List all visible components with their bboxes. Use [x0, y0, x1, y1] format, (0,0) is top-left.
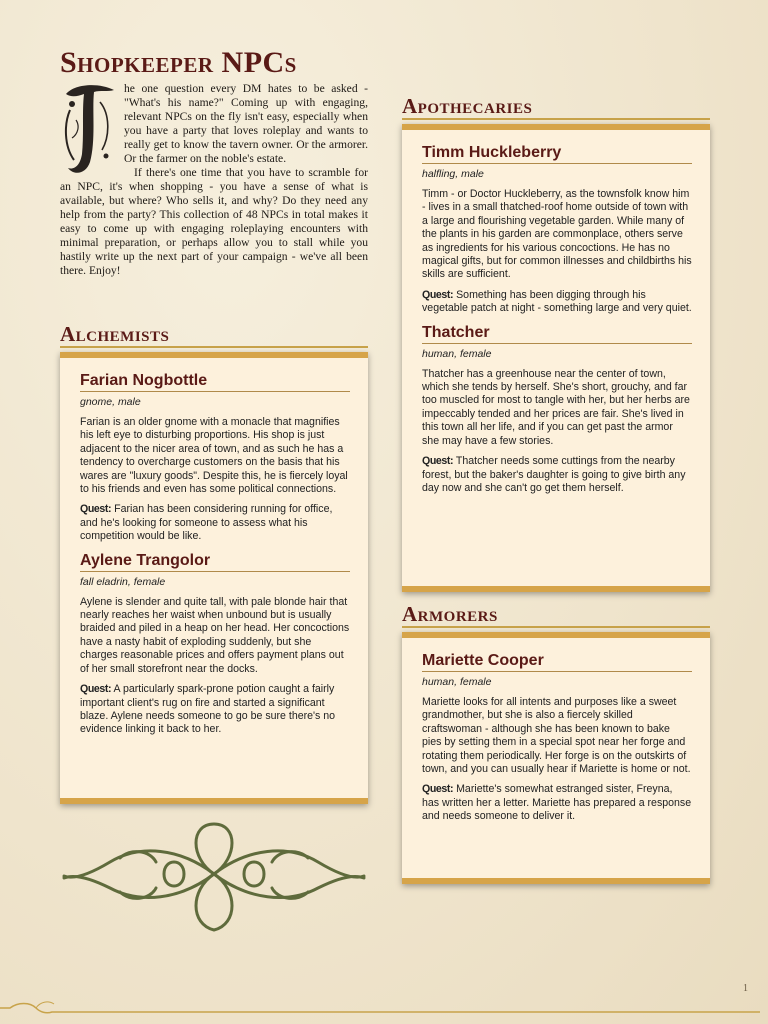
npc-quest — [422, 289, 692, 316]
quest-label: Quest: — [422, 455, 454, 468]
npc-quest — [422, 783, 692, 823]
npc-card — [422, 144, 692, 316]
apothecaries-box — [402, 124, 710, 592]
armorers-box — [402, 632, 710, 884]
npc-card — [422, 652, 692, 824]
alchemists-box — [60, 352, 368, 804]
npc-race: human, female — [422, 347, 492, 360]
heading-rule — [402, 626, 710, 628]
quest-label: Quest: — [80, 683, 112, 696]
heading-alchemists: Alchemists — [60, 322, 170, 346]
quest-text: Farian has been considering running for office, and he's looking for someone to assess what his competition would be like. — [80, 503, 333, 543]
quest-label: Quest: — [422, 288, 454, 301]
npc-race: human, female — [422, 676, 492, 688]
npc-description: Aylene is slender and quite tall, with pale blonde hair that nearly reaches her waist when unbound but is usually braided and piled in a heap on her head. Her concoctions have a nasty habit of exploding suddenly, but she charges reasonable prices and offers payment plans out of her small storefront near the docks. — [80, 595, 350, 675]
npc-card — [422, 324, 692, 496]
npc-name: Mariette Cooper — [422, 652, 692, 672]
npc-name: Aylene Trangolor — [80, 552, 350, 572]
quest-label: Quest: — [422, 783, 454, 796]
npc-race: halfling, male — [422, 168, 484, 180]
quest-text: Mariette's somewhat estranged sister, Freyna, has written her a letter. Mariette has prepared a response and needs someone to deliver it. — [422, 783, 692, 823]
npc-card — [80, 552, 350, 737]
npc-name: Farian Nogbottle — [80, 372, 350, 392]
npc-card — [80, 372, 350, 544]
npc-description: Thatcher has a greenhouse near the center of town, which she tends by herself. She's short, grouchy, and far too muscled for most to tangle with her, but her herbs are impeccably tended and her prices are fair. She's lived in this town all her life, and if you can get past the armor she may have a few stories. — [422, 367, 690, 447]
heading-armorers: Armorers — [402, 602, 498, 626]
npc-name: Timm Huckleberry — [422, 144, 692, 164]
quest-text: Something has been digging through his vegetable patch at night - something large and very quiet. — [422, 288, 692, 315]
quest-text: Thatcher needs some cuttings from the nearby forest, but the baker's daughter is going to give birth any day now and she can't go get them herself. — [422, 455, 686, 494]
npc-quest — [422, 455, 692, 495]
quest-label: Quest: — [80, 503, 112, 516]
npc-race: gnome, male — [80, 396, 141, 408]
footer-ornament — [0, 984, 768, 1024]
npc-quest — [80, 683, 350, 737]
dropcap-icon — [60, 80, 118, 180]
npc-description: Mariette looks for all intents and purposes like a sweet grandmother, but she is also a fiercely skilled craftswoman - although she has been known to bake pies by setting them in a special spot near her forge and rotating them periodically. Her forge is on the outskirts of town, and you can usually hear if Mariette is home or not. — [422, 696, 691, 776]
npc-race: fall eladrin, female — [80, 575, 166, 588]
npc-description: Timm - or Doctor Huckleberry, as the townsfolk know him - lives in a small thatched-roof home outside of town with a large and flourishing vegetable garden. While many of the plants in his garden are commonplace, others serve as ingredients for his various concoctions. He has no magical gifts, but for common illnesses and childbirths his skills are sufficient. — [422, 188, 692, 281]
intro-paragraph-1: he one question every DM hates to be asked - "What's his name?" Coming up with engaging, relevant NPCs on the fly isn't easy, especially when you have a party that loves roleplay and wants to really get to know the tavern owner. Or the armorer. Or the farmer on the noble's estate. — [124, 82, 368, 165]
npc-name: Thatcher — [422, 324, 692, 344]
npc-quest — [80, 503, 350, 543]
heading-rule — [402, 118, 710, 120]
celtic-knot-icon — [60, 818, 368, 936]
page-number: 1 — [743, 983, 748, 994]
intro-paragraph-2: If there's one time that you have to scramble for an NPC, it's when shopping - you have a sense of what is available, but where? Who sells it, and why? Do they need any help from the party? This collection of 48 NPCs in total makes it easy to come up with engaging roleplaying encounters with minimal preparation, or perhaps allow you to stall while you hastily write up the next part of your campaign - we've all been there. Enjoy! — [60, 166, 368, 277]
heading-apothecaries: Apothecaries — [402, 94, 533, 118]
intro-text — [60, 82, 368, 278]
heading-rule — [60, 346, 368, 348]
page-title: Shopkeeper NPCs — [60, 46, 297, 79]
npc-description: Farian is an older gnome with a monacle that magnifies his left eye to disturbing proportions. His shop is just adjacent to the nicer area of town, and as such he has a tendency to overcharge customers on the basis that his wares are "luxury goods". Despite this, he is fiercely loyal to his friends and even has some political connections. — [80, 416, 348, 496]
quest-text: A particularly spark-prone potion caught a fairly important client's rug on fire and started a significant blaze. Aylene needs someone to go be sure there's no evidence linking it back to her. — [80, 683, 336, 736]
